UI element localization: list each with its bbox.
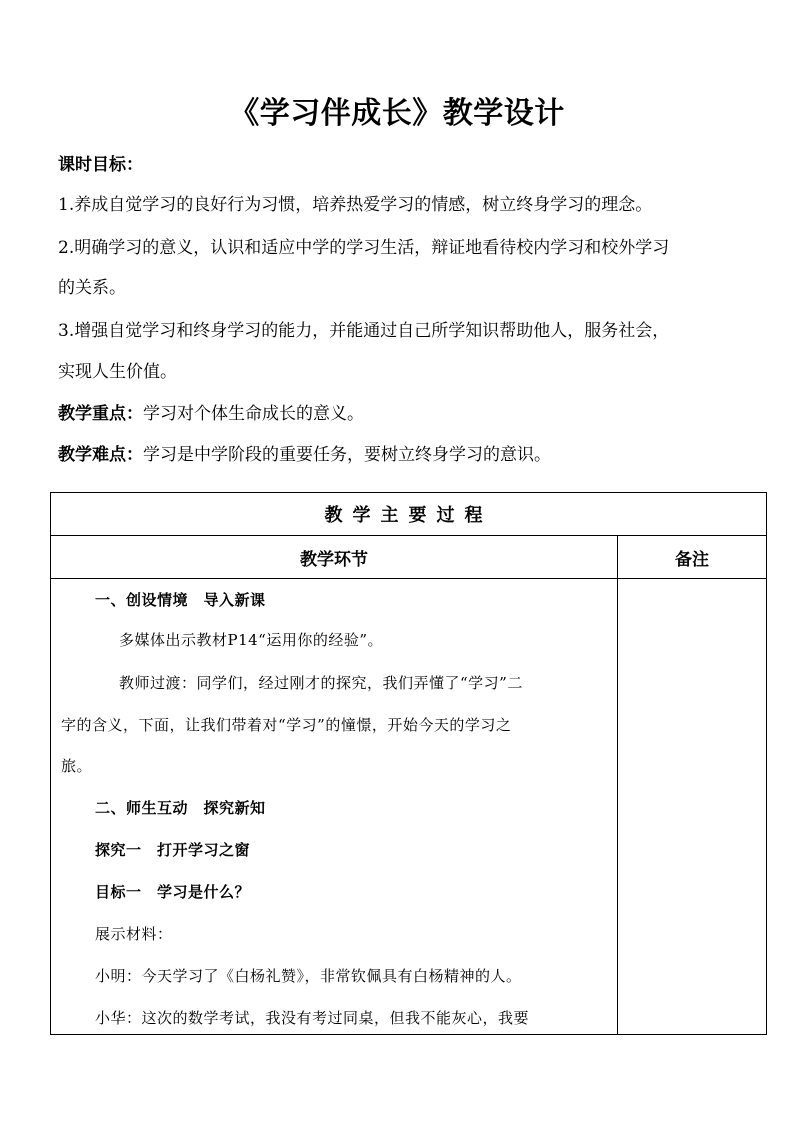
process-table-title: 教学主要过程 (51, 493, 767, 536)
goal-1-heading: 目标一 学习是什么？ (95, 883, 251, 901)
teaching-stage-cell (51, 579, 618, 1035)
page-title: 《学习伴成长》教学设计 (229, 96, 565, 131)
xiaohua-statement: 小华：这次的数学考试，我没有考过同桌，但我不能灰心，我要 (95, 1009, 530, 1027)
column-header-teaching-stage: 教学环节 (51, 536, 618, 579)
key-point-text: 学习对个体生命成长的意义。 (143, 404, 364, 424)
section-1-para-2-line-2: 字的含义，下面，让我们带着对“学习”的憧憬，开始今天的学习之 (61, 716, 512, 734)
section-1-para-2-line-3: 旅。 (61, 757, 93, 775)
objective-3-line-1: 3.增强自觉学习和终身学习的能力，并能通过自己所学知识帮助他人，服务社会， (58, 321, 670, 341)
key-point (58, 399, 364, 424)
objective-2-line-1: 2.明确学习的意义，认识和适应中学的学习生活，辩证地看待校内学习和校外学习 (58, 238, 670, 258)
section-1-heading: 一、创设情境 导入新课 (95, 591, 266, 609)
column-header-remarks: 备注 (618, 536, 767, 579)
section-1-para-2-line-1: 教师过渡：同学们，经过刚才的探究，我们弄懂了“学习”二 (119, 674, 523, 692)
difficulty-label: 教学难点： (58, 445, 143, 465)
difficulty-text: 学习是中学阶段的重要任务，要树立终身学习的意识。 (143, 445, 551, 465)
objective-1: 1.养成自觉学习的良好行为习惯，培养热爱学习的情感，树立终身学习的理念。 (58, 195, 653, 215)
explore-1-heading: 探究一 打开学习之窗 (95, 841, 251, 859)
objective-3-line-2: 实现人生价值。 (58, 362, 177, 382)
remarks-cell (618, 579, 767, 1035)
difficulty (58, 440, 551, 465)
xiaoming-statement: 小明：今天学习了《白杨礼赞》，非常钦佩具有白杨精神的人。 (95, 967, 522, 985)
section-2-heading: 二、师生互动 探究新知 (95, 799, 266, 817)
material-label: 展示材料： (95, 925, 173, 943)
objectives-heading: 课时目标： (58, 155, 143, 175)
section-1-para-1: 多媒体出示教材P14“运用你的经验”。 (119, 631, 384, 649)
key-point-label: 教学重点： (58, 404, 143, 424)
process-table (50, 492, 767, 1035)
objective-2-line-2: 的关系。 (58, 278, 126, 298)
